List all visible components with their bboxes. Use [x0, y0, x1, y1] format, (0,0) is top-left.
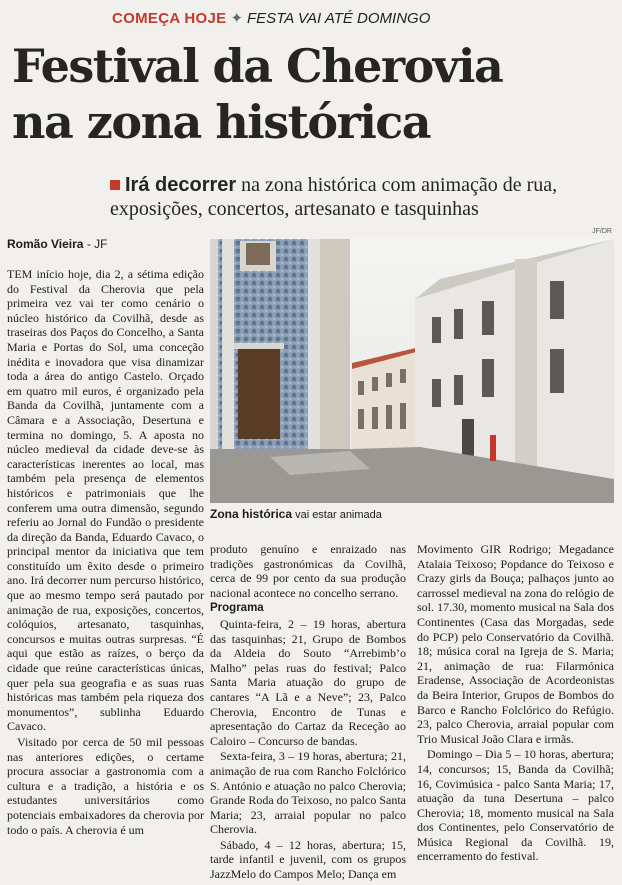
photo-credit: JF/DR	[592, 228, 612, 235]
deck-text: na zona histórica com animação de rua, exposições, concertos, artesanato e tasquinhas	[110, 174, 558, 220]
byline-agency: - JF	[83, 237, 108, 251]
deck	[110, 173, 610, 221]
headline-line-1: Festival da Cherovia	[12, 39, 503, 93]
kicker	[112, 9, 430, 27]
paragraph: produto genuíno e enraizado nas tradições gastronómicas da Covilhã, cerca de 99 por cento da sua produção nacional acontece no concelho serrano.	[210, 542, 406, 600]
paragraph: Sábado, 4 – 12 horas, abertura; 15, tarde infantil e juvenil, com os grupos JazzMelo do Campos Melo; Dança em	[210, 837, 406, 882]
kicker-separator-icon: ✦	[230, 10, 244, 27]
red-square-icon	[110, 180, 120, 190]
headline	[12, 38, 612, 150]
street-photo-illustration	[210, 239, 614, 503]
paragraph: Visitado por cerca de 50 mil pessoas nas anteriores edições, o certame procura associar a gastronomia com a cultura e a tradição, a história e os estudantes universitários como potenciais embaixadores da cherovia por todo o país. A cherovia é um	[7, 735, 204, 837]
article-column-1	[7, 267, 204, 837]
deck-lead: Irá decorrer	[125, 174, 237, 196]
caption-text: vai estar animada	[292, 509, 382, 521]
paragraph: TEM início hoje, dia 2, a sétima edição do Festival da Cherovia que pela primeira vez vai ter como cenário o núcleo histórico da Covilhã, desde as traseiras dos Paços do Concelho, a Santa Maria e Portas do Sol, uma conceção inédita e inovadora que visa dinamizar toda a área do antigo Castelo. Orçado em quatro mil euros, é organizado pela Banda da Covilhã, juntamente com a Câmara e a Associação, Desertuna e termina no domingo, 5. A aposta no núcleo medieval da cidade deve-se às características inerentes ao local, mas também pela presença de elementos históricos e patrimoniais que lhe conferem uma outra dimensão, segundo referiu ao Jornal do Fundão o presidente da direção da Banda, Eduardo Cavaco, o principal mentor da iniciativa que tem constituído um êxito desde o primeiro ano. Irá decorrer num percurso histórico, que ao mesmo tempo será pautado por animação de rua, exposições, concertos, colóquios, artesanato, tasquinhas, concursos e muitas outras surpresas. “É aqui que estão as raízes, o berço da cidade que reúne características únicas, quer pela sua geografia e as suas ruas históricas mas também pela riqueza dos monumentos”, sublinha Eduardo Cavaco.	[7, 267, 204, 734]
programa-heading: Programa	[210, 602, 264, 615]
street-photo	[210, 239, 614, 503]
byline-author: Romão Vieira	[7, 237, 84, 251]
paragraph: Quinta-feira, 2 – 19 horas, abertura das tasquinhas; 21, Grupo de Bombos da Aldeia do Souto “Arrebimb’o Malho” pelas ruas do festival; Palco Santa Maria atuação do grupo de cantares “A Lã e a Neve”; 23, Palco Cherovia, Encontro de Tunas e apresentação do Cartaz da Receção ao Caloiro – Concurso de bandas.	[210, 616, 406, 748]
paragraph: Domingo – Dia 5 – 10 horas, abertura; 14, concursos; 15, Banda da Covilhã; 16, Covimúsica - palco Santa Maria; 17, atuação da tuna Desertuna – palco Cherovia; 18, momento musical na Sala dos Continentes, pelo Conservatório de Música Regional da Covilhã. 19, encerramento do festival.	[417, 747, 614, 864]
headline-line-2: na zona histórica	[12, 95, 431, 149]
caption-lead: Zona histórica	[210, 507, 293, 521]
article-column-2	[210, 542, 406, 882]
byline	[7, 237, 107, 251]
photo-caption	[210, 507, 382, 521]
kicker-highlight: COMEÇA HOJE	[112, 10, 227, 27]
paragraph: Movimento GIR Rodrigo; Megadance Atalaia Teixoso; Popdance do Teixoso e Crazy girls da Bouça; palhaços junto ao carrossel medieval na zona do relógio de sol. 17.30, momento musical na Sala dos Continentes (Casa das Morgadas, sede do PCP) pelo Conservatório da Covilhã. 18; música coral na Igreja de S. Maria; 21, animação de rua: Filarmónica Eradense, Associação de Acordeonistas da Beira Interior, Grupos de Bombos do Barco e Rancho Folclórico do Refúgio. 23, palco Cherovia, arraial popular com Trio Musical João Clara e irmãs.	[417, 542, 614, 746]
article-column-3	[417, 542, 614, 864]
paragraph: Sexta-feira, 3 – 19 horas, abertura; 21, animação de rua com Rancho Folclórico S. António e atuação no palco Cherovia; Grande Roda do Teixoso, no palco Santa Maria; 23, arraial popular no palco Cherovia.	[210, 749, 406, 837]
kicker-text: FESTA VAI ATÉ DOMINGO	[247, 10, 431, 27]
